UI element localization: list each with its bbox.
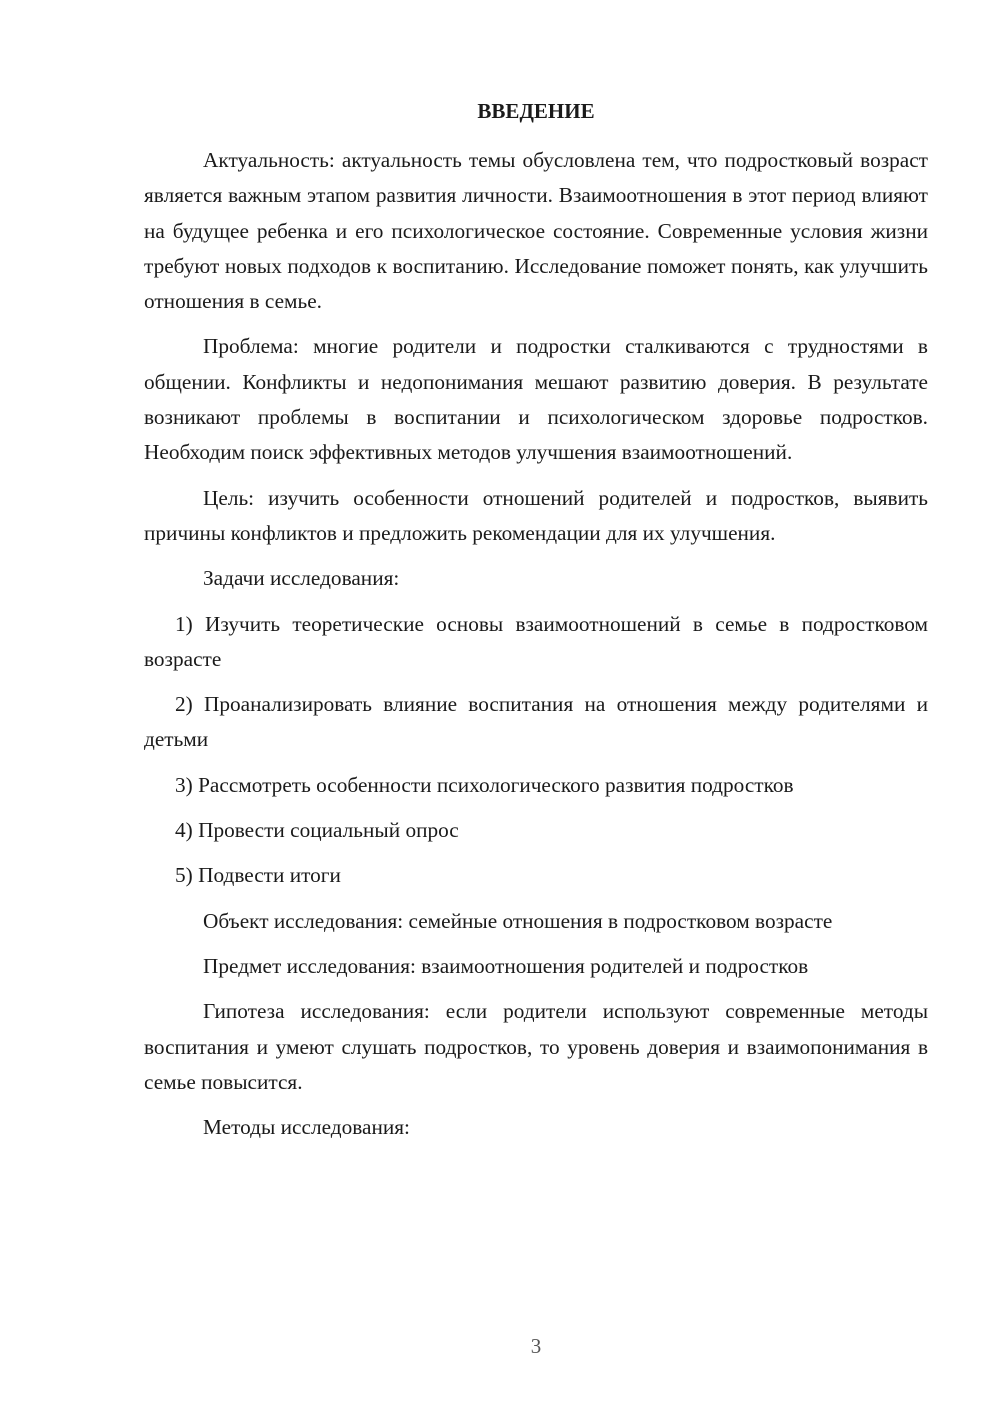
- subject-paragraph: Предмет исследования: взаимоотношения родителей и подростков: [203, 953, 809, 978]
- task-item-2: 2) Проанализировать влияние воспитания на отношения между родителями и детьми: [144, 692, 928, 752]
- object-paragraph: Объект исследования: семейные отношения в подростковом возрасте: [203, 908, 833, 933]
- tasks-heading: Задачи исследования:: [203, 566, 400, 591]
- methods-paragraph: Методы исследования:: [203, 1115, 410, 1140]
- section-title: ВВЕДЕНИЕ: [477, 99, 595, 123]
- relevance-paragraph: Актуальность: актуальность темы обусловлена тем, что подростковый возраст является важным этапом развития личности. Взаимоотношения в этот период влияют на будущее ребенка и его психологическое состояние. Современные условия жизни требуют новых подходов к воспитанию. Исследование поможет понять, как улучшить отношения в семье.: [144, 148, 928, 314]
- task-item-3: 3) Рассмотреть особенности психологического развития подростков: [175, 772, 794, 797]
- task-item-1: 1) Изучить теоретические основы взаимоотношений в семье в подростковом возрасте: [144, 611, 928, 671]
- task-item-5: 5) Подвести итоги: [175, 863, 341, 888]
- page-number: 3: [530, 1334, 542, 1358]
- goal-paragraph: Цель: изучить особенности отношений родителей и подростков, выявить причины конфликтов и предложить рекомендации для их улучшения.: [144, 485, 928, 545]
- problem-paragraph: Проблема: многие родители и подростки сталкиваются с трудностями в общении. Конфликты и недопонимания мешают развитию доверия. В результате возникают проблемы в воспитании и психологическом здоровье подростков. Необходим поиск эффективных методов улучшения взаимоотношений.: [144, 334, 928, 465]
- task-item-4: 4) Провести социальный опрос: [175, 818, 459, 843]
- page-content: [144, 95, 928, 1145]
- hypothesis-paragraph: Гипотеза исследования: если родители используют современные методы воспитания и умеют слушать подростков, то уровень доверия и взаимопонимания в семье повысится.: [144, 999, 928, 1094]
